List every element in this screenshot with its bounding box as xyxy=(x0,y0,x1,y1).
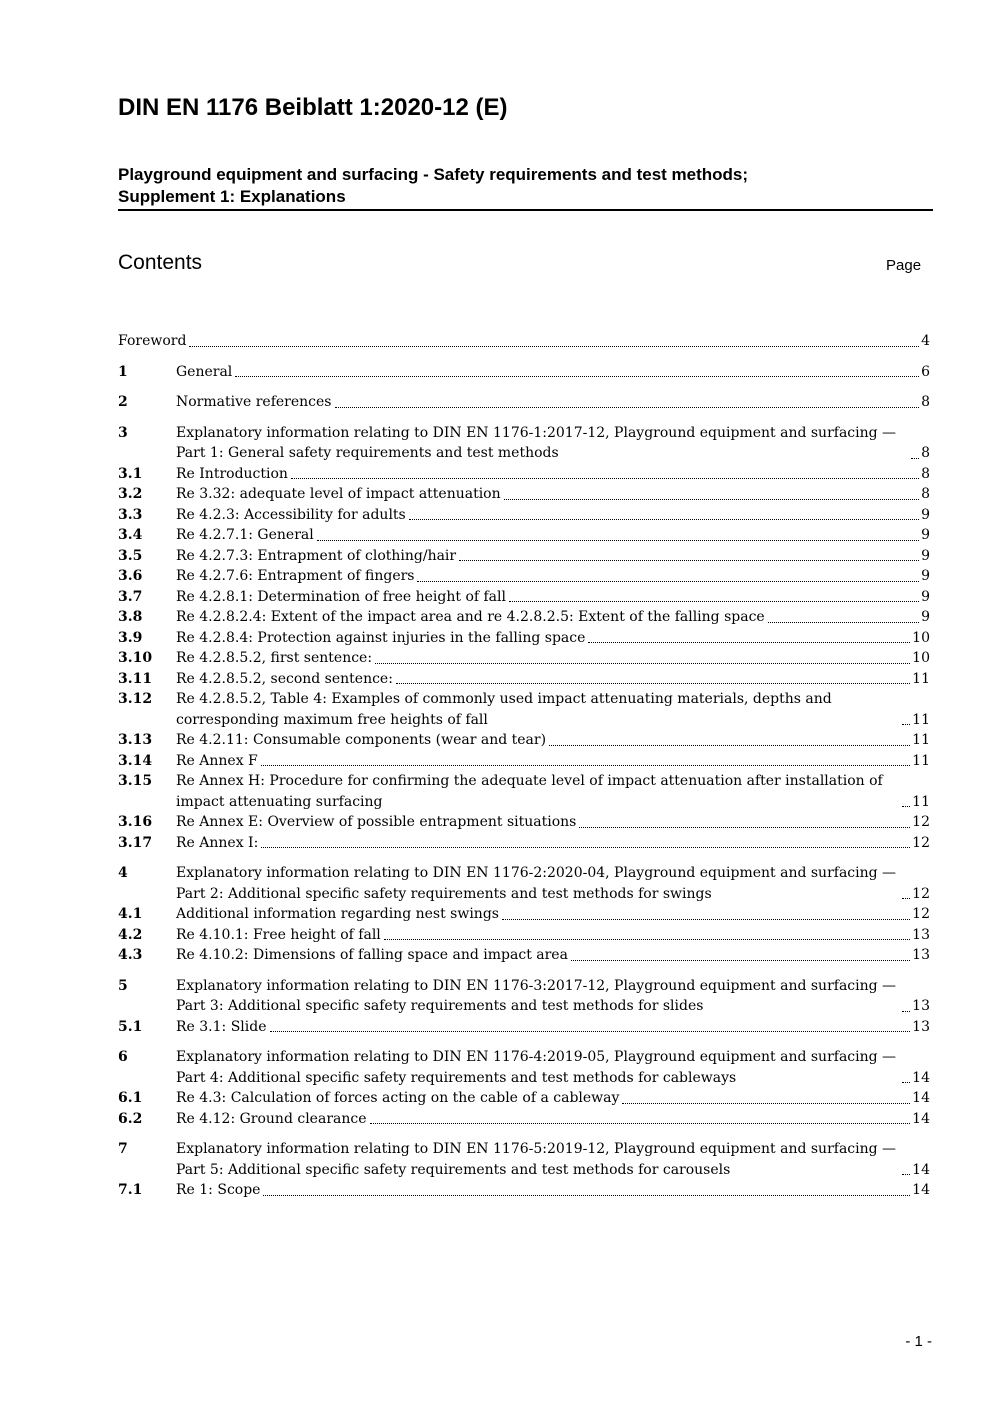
toc-entry[interactable] xyxy=(118,1088,930,1109)
toc-entry-number: 3.5 xyxy=(118,547,143,564)
toc-entry-title: Re 4.10.1: Free height of fall xyxy=(176,926,381,943)
toc-dot-leader xyxy=(459,560,919,561)
document-title: DIN EN 1176 Beiblatt 1:2020-12 (E) xyxy=(118,94,508,121)
toc-entry-title: Re 4.2.7.3: Entrapment of clothing/hair xyxy=(176,547,457,564)
toc-entry-body xyxy=(176,863,930,904)
toc-entry-title: Re 4.10.2: Dimensions of falling space and impact area xyxy=(176,947,568,963)
toc-entry-page: 12 xyxy=(912,814,930,830)
toc-entry-page: 8 xyxy=(921,445,930,461)
toc-entry-title: Foreword xyxy=(118,333,187,349)
toc-entry-title: Re 4.2.3: Accessibility for adults xyxy=(176,506,406,523)
toc-entry-body xyxy=(176,812,930,833)
toc-entry-body xyxy=(176,587,930,608)
toc-dot-leader xyxy=(396,683,910,684)
toc-entry[interactable] xyxy=(118,587,930,608)
toc-dot-leader xyxy=(317,540,919,541)
toc-entry-title: Re 1: Scope xyxy=(176,1182,261,1198)
toc-entry-number: 4.1 xyxy=(118,906,143,922)
toc-entry-body xyxy=(176,1047,930,1088)
toc-dot-leader xyxy=(502,919,910,920)
toc-dot-leader xyxy=(902,1082,910,1083)
toc-entry-page: 10 xyxy=(912,629,930,646)
toc-entry-title: Re 4.12: Ground clearance xyxy=(176,1110,367,1127)
toc-entry[interactable] xyxy=(118,1017,930,1038)
toc-entry-page: 11 xyxy=(912,711,930,728)
toc-entry-body xyxy=(176,1088,930,1109)
toc-entry[interactable] xyxy=(118,1109,930,1130)
toc-entry-body xyxy=(176,525,930,546)
toc-entry-number: 6.2 xyxy=(118,1110,143,1127)
toc-dot-leader xyxy=(375,663,910,664)
toc-entry[interactable] xyxy=(118,976,930,1017)
toc-entry-title: Re 4.2.8.5.2, Table 4: Examples of commonly used impact attenuating materials, depths and corresponding maximum free heights of fall xyxy=(176,691,832,728)
toc-entry-number: 3.3 xyxy=(118,506,143,523)
toc-entry-title: Explanatory information relating to DIN EN 1176-1:2017-12, Playground equipment and surfacing — Part 1: General safety requirements and test methods xyxy=(176,424,897,461)
toc-entry-title: Re 3.1: Slide xyxy=(176,1018,267,1035)
toc-entry-title: Explanatory information relating to DIN EN 1176-4:2019-05, Playground equipment and surfacing — Part 4: Additional specific safety requirements and test methods for cableways xyxy=(176,1049,897,1086)
toc-entry[interactable] xyxy=(118,546,930,567)
toc-entry-page: 4 xyxy=(921,333,930,349)
toc-entry[interactable] xyxy=(118,525,930,546)
toc-entry-page: 14 xyxy=(912,1161,930,1178)
document-subtitle xyxy=(118,164,933,211)
toc-entry[interactable] xyxy=(118,863,930,904)
toc-dot-leader xyxy=(235,376,919,377)
toc-dot-leader xyxy=(902,806,910,807)
toc-dot-leader xyxy=(370,1123,911,1124)
toc-entry-title: Explanatory information relating to DIN EN 1176-3:2017-12, Playground equipment and surfacing — Part 3: Additional specific safety requirements and test methods for slides xyxy=(176,977,897,1014)
toc-entry-title: Re Annex F xyxy=(176,752,258,769)
toc-dot-leader xyxy=(261,765,910,766)
toc-entry[interactable] xyxy=(118,566,930,587)
toc-entry-title: Re 4.2.8.5.2, first sentence: xyxy=(176,650,373,666)
toc-dot-leader xyxy=(902,1174,910,1175)
toc-entry-page: 9 xyxy=(921,506,930,523)
toc-entry[interactable] xyxy=(118,607,930,628)
toc-dot-leader xyxy=(622,1103,910,1104)
toc-entry-body xyxy=(176,1139,930,1180)
toc-entry-number: 3.6 xyxy=(118,568,143,584)
toc-entry-page: 6 xyxy=(921,363,930,380)
toc-dot-leader xyxy=(571,960,910,961)
toc-entry-title: Re 4.2.7.1: General xyxy=(176,527,314,543)
toc-entry-number: 4.3 xyxy=(118,947,143,963)
page-column-label: Page xyxy=(886,257,922,274)
toc-entry[interactable] xyxy=(118,689,930,730)
toc-entry-body xyxy=(176,833,930,854)
toc-entry-page: 12 xyxy=(912,906,930,922)
toc-dot-leader xyxy=(768,622,919,623)
toc-entry-title: Re Introduction xyxy=(176,465,288,482)
toc-entry-body xyxy=(176,628,930,649)
toc-entry[interactable] xyxy=(118,771,930,812)
toc-entry[interactable] xyxy=(118,1047,930,1088)
toc-entry[interactable] xyxy=(118,751,930,772)
toc-entry-page: 11 xyxy=(912,732,930,748)
toc-dot-leader xyxy=(902,898,910,899)
toc-entry-body xyxy=(176,546,930,567)
toc-entry[interactable] xyxy=(118,925,930,946)
toc-entry-number: 3.17 xyxy=(118,834,153,851)
toc-entry-number: 3.2 xyxy=(118,486,143,502)
toc-entry-title: Re Annex E: Overview of possible entrapment situations xyxy=(176,814,577,830)
toc-entry[interactable] xyxy=(118,392,930,413)
subtitle-line-1: Playground equipment and surfacing - Safety requirements and test methods; xyxy=(118,165,749,184)
toc-entry[interactable] xyxy=(118,904,930,925)
toc-entry-page: 9 xyxy=(921,609,930,625)
toc-dot-leader xyxy=(902,1011,910,1012)
toc-entry-number: 1 xyxy=(118,363,128,380)
toc-dot-leader xyxy=(504,499,919,500)
toc-dot-leader xyxy=(902,724,910,725)
toc-entry[interactable] xyxy=(118,423,930,464)
toc-dot-leader xyxy=(579,827,910,828)
subtitle-line-2: Supplement 1: Explanations xyxy=(118,187,346,206)
toc-entry[interactable] xyxy=(118,648,930,669)
toc-entry-body xyxy=(176,505,930,526)
toc-entry-body xyxy=(176,607,930,628)
toc-entry-page: 12 xyxy=(912,834,930,851)
toc-entry-title: Explanatory information relating to DIN EN 1176-2:2020-04, Playground equipment and surfacing — Part 2: Additional specific safety requirements and test methods for swings xyxy=(176,865,897,902)
toc-entry[interactable] xyxy=(118,669,930,690)
toc-entry-page: 9 xyxy=(921,527,930,543)
toc-entry-body xyxy=(176,751,930,772)
toc-entry-page: 14 xyxy=(912,1110,930,1127)
toc-entry-body xyxy=(118,331,930,352)
toc-entry[interactable] xyxy=(118,331,930,352)
toc-entry-body xyxy=(176,423,930,464)
toc-entry-title: Re 4.2.7.6: Entrapment of fingers xyxy=(176,568,415,584)
toc-dot-leader xyxy=(417,581,919,582)
page-number: - 1 - xyxy=(905,1333,932,1350)
toc-dot-leader xyxy=(291,478,919,479)
toc-entry-number: 7.1 xyxy=(118,1182,143,1198)
toc-dot-leader xyxy=(911,458,919,459)
toc-entry-page: 13 xyxy=(912,998,930,1014)
toc-entry[interactable] xyxy=(118,464,930,485)
toc-entry-body xyxy=(176,976,930,1017)
toc-entry[interactable] xyxy=(118,945,930,966)
toc-entry-number: 3.12 xyxy=(118,691,153,707)
toc-entry-page: 11 xyxy=(912,752,930,769)
toc-entry-number: 5 xyxy=(118,977,128,994)
toc-entry-title: Re 4.3: Calculation of forces acting on the cable of a cableway xyxy=(176,1090,620,1106)
toc-entry-page: 8 xyxy=(921,465,930,482)
toc-entry-title: Re Annex I: xyxy=(176,834,259,851)
toc-entry-page: 9 xyxy=(921,588,930,605)
toc-entry[interactable] xyxy=(118,833,930,854)
toc-entry-title: Re 4.2.8.2.4: Extent of the impact area and re 4.2.8.2.5: Extent of the falling space xyxy=(176,609,765,625)
toc-entry-body xyxy=(176,904,930,925)
toc-dot-leader xyxy=(588,642,910,643)
toc-entry-number: 6.1 xyxy=(118,1090,143,1106)
toc-entry-title: Additional information regarding nest swings xyxy=(176,906,499,922)
toc-dot-leader xyxy=(384,939,910,940)
table-of-contents xyxy=(118,331,930,1201)
toc-entry[interactable] xyxy=(118,812,930,833)
toc-dot-leader xyxy=(189,346,919,347)
toc-entry-body xyxy=(176,648,930,669)
toc-dot-leader xyxy=(335,407,920,408)
toc-entry-title: Re 4.2.8.5.2, second sentence: xyxy=(176,670,393,687)
toc-entry-number: 3.14 xyxy=(118,752,153,769)
toc-dot-leader xyxy=(261,847,910,848)
toc-entry-number: 3.16 xyxy=(118,814,153,830)
toc-entry-body xyxy=(176,392,930,413)
toc-entry-number: 3.1 xyxy=(118,465,143,482)
toc-entry-page: 11 xyxy=(912,793,930,810)
toc-entry[interactable] xyxy=(118,484,930,505)
toc-entry-title: Re 4.2.8.4: Protection against injuries in the falling space xyxy=(176,629,586,646)
toc-dot-leader xyxy=(270,1031,911,1032)
contents-heading: Contents xyxy=(118,251,203,274)
toc-entry-number: 5.1 xyxy=(118,1018,143,1035)
toc-entry-page: 13 xyxy=(912,1018,930,1035)
toc-entry-page: 10 xyxy=(912,650,930,666)
toc-entry-number: 6 xyxy=(118,1049,128,1065)
toc-entry-title: Re 3.32: adequate level of impact attenuation xyxy=(176,486,501,502)
toc-entry-page: 9 xyxy=(921,547,930,564)
toc-entry-number: 3.15 xyxy=(118,773,153,789)
toc-entry-number: 3.9 xyxy=(118,629,143,646)
toc-entry-body xyxy=(176,464,930,485)
toc-entry-page: 12 xyxy=(912,885,930,902)
toc-entry[interactable] xyxy=(118,362,930,383)
toc-entry[interactable] xyxy=(118,730,930,751)
toc-entry-body xyxy=(176,669,930,690)
toc-dot-leader xyxy=(263,1195,910,1196)
toc-entry-number: 3.8 xyxy=(118,609,143,625)
toc-entry-number: 3.13 xyxy=(118,732,153,748)
toc-dot-leader xyxy=(549,745,910,746)
toc-entry-body xyxy=(176,730,930,751)
toc-entry-title: Normative references xyxy=(176,394,332,410)
toc-entry-number: 3.11 xyxy=(118,670,153,687)
toc-entry-body xyxy=(176,1109,930,1130)
toc-entry-body xyxy=(176,484,930,505)
toc-entry-body xyxy=(176,1180,930,1201)
toc-entry-page: 9 xyxy=(921,568,930,584)
toc-entry-title: General xyxy=(176,363,233,380)
toc-entry-title: Explanatory information relating to DIN EN 1176-5:2019-12, Playground equipment and surfacing — Part 5: Additional specific safety requirements and test methods for carousels xyxy=(176,1141,897,1178)
toc-entry-number: 2 xyxy=(118,394,128,410)
toc-entry-number: 3.7 xyxy=(118,588,143,605)
toc-entry-number: 3.10 xyxy=(118,650,153,666)
toc-entry-page: 11 xyxy=(912,670,930,687)
toc-entry-title: Re Annex H: Procedure for confirming the adequate level of impact attenuation after installation of impact attenuating surfacing xyxy=(176,773,883,810)
toc-entry-body xyxy=(176,689,930,730)
toc-entry-body xyxy=(176,925,930,946)
toc-entry-title: Re 4.2.11: Consumable components (wear and tear) xyxy=(176,732,547,748)
toc-entry-number: 4 xyxy=(118,865,128,881)
toc-entry-body xyxy=(176,566,930,587)
toc-dot-leader xyxy=(509,601,919,602)
toc-entry-body xyxy=(176,1017,930,1038)
toc-dot-leader xyxy=(409,519,919,520)
toc-entry-body xyxy=(176,945,930,966)
toc-entry-number: 7 xyxy=(118,1141,128,1157)
toc-entry[interactable] xyxy=(118,1180,930,1201)
toc-entry-page: 13 xyxy=(912,947,930,963)
toc-entry-body xyxy=(176,362,930,383)
toc-entry-title: Re 4.2.8.1: Determination of free height of fall xyxy=(176,588,506,605)
toc-entry-page: 8 xyxy=(921,394,930,410)
toc-entry[interactable] xyxy=(118,1139,930,1180)
toc-entry[interactable] xyxy=(118,628,930,649)
toc-entry-number: 3.4 xyxy=(118,527,143,543)
toc-entry-body xyxy=(176,771,930,812)
toc-entry-page: 14 xyxy=(912,1090,930,1106)
toc-entry-number: 3 xyxy=(118,424,128,441)
toc-entry-page: 14 xyxy=(912,1182,930,1198)
toc-entry-page: 14 xyxy=(912,1069,930,1086)
toc-entry-number: 4.2 xyxy=(118,926,143,943)
toc-entry[interactable] xyxy=(118,505,930,526)
toc-entry-page: 8 xyxy=(921,486,930,502)
toc-entry-page: 13 xyxy=(912,926,930,943)
